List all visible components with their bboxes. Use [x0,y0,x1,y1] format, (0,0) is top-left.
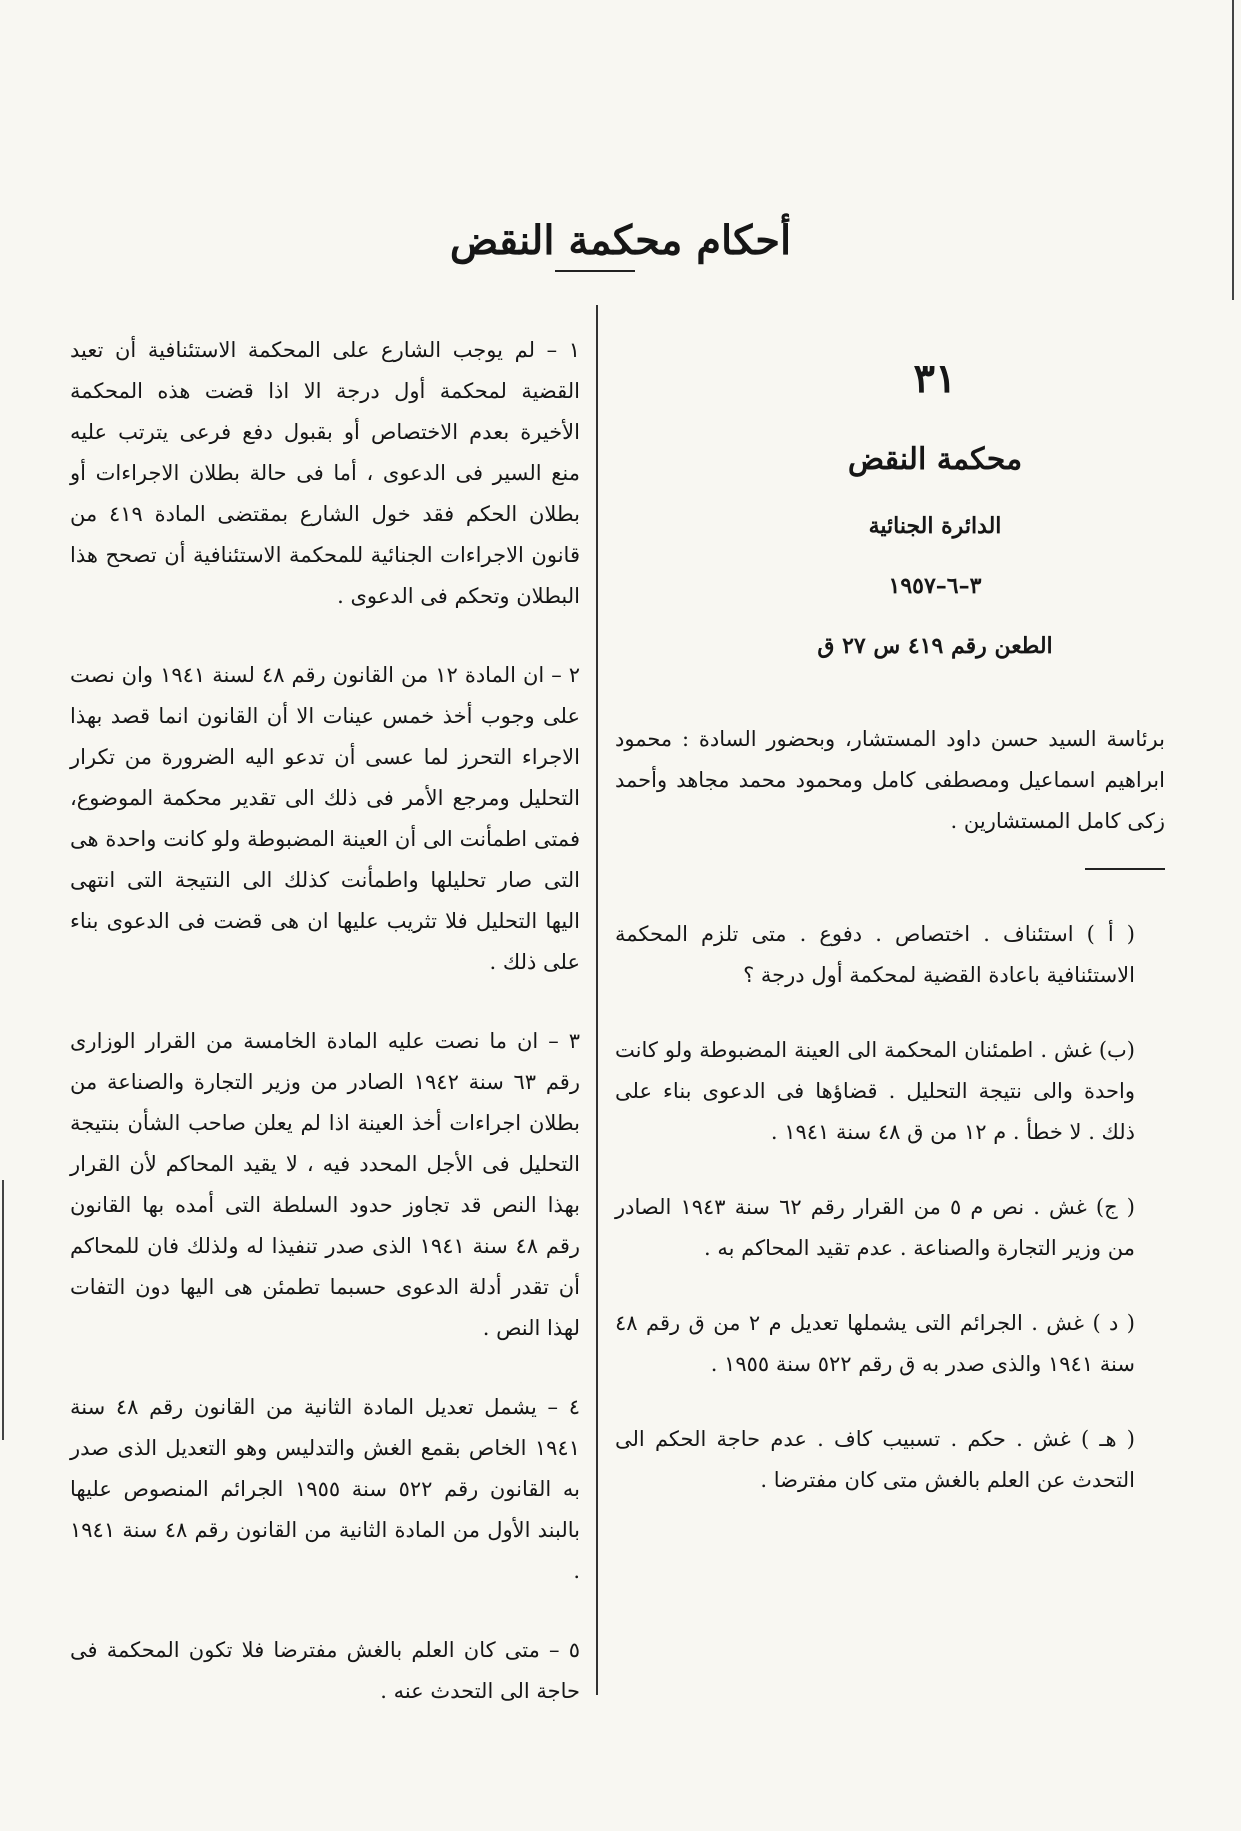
scan-edge-mark [1232,0,1234,300]
circuit-name: الدائرة الجنائية [868,513,1002,539]
column-divider [596,305,598,1695]
legal-principle: ٣ – ان ما نصت عليه المادة الخامسة من القرار الوزارى رقم ٦٣ سنة ١٩٤٢ الصادر من وزير التجارة والصناعة من بطلان اجراءات أخذ العينة اذا لم يعلن صاحب الشأن بنتيجة التحليل فى الأجل المحدد فيه ، لا يقيد المحاكم لأن القرار بهذا النص قد تجاوز حدود السلطة التى أمده بها القانون رقم ٤٨ سنة ١٩٤١ الذى صدر تنفيذا له ولذلك فان للمحاكم أن تقدر أدلة الدعوى حسبما تطمئن هى اليها دون التفات لهذا النص . [70,1029,580,1340]
decision-date: ٣–٦–١٩٥٧ [888,573,982,599]
page-title: أحكام محكمة النقض [449,216,792,264]
appeal-number: الطعن رقم ٤١٩ س ٢٧ ق [817,633,1053,659]
legal-principle: ٢ – ان المادة ١٢ من القانون رقم ٤٨ لسنة ١٩٤١ وان نصت على وجوب أخذ خمس عينات الا أن القانون انما قصد بهذا الاجراء التحرز لما عسى أن تدعو اليه الضرورة من تكرار التحليل ومرجع الأمر فى ذلك الى تقدير محكمة الموضوع، فمتى اطمأنت الى أن العينة المضبوطة ولو كانت واحدة هى التى صار تحليلها واطمأنت كذلك الى النتيجة التى انتهى اليها التحليل فلا تثريب عليها ان هى قضت فى الدعوى بناء على ذلك . [70,663,580,974]
scan-edge-mark [2,1180,4,1440]
headnote: ( أ ) استئناف . اختصاص . دفوع . متى تلزم المحكمة الاستئنافية باعادة القضية لمحكمة أول درجة ؟ [615,922,1135,987]
decision-number: ٣١ [913,355,957,402]
title-rule [555,270,635,272]
headnote: ( د ) غش . الجرائم التى يشملها تعديل م ٢ من ق رقم ٤٨ سنة ١٩٤١ والذى صدر به ق رقم ٥٢٢ سنة ١٩٥٥ . [615,1311,1135,1376]
headnotes-list [615,914,1165,1501]
headnote: ( هـ ) غش . حكم . تسبيب كاف . عدم حاجة الحكم الى التحدث عن العلم بالغش متى كان مفترضا . [615,1427,1135,1492]
case-column [615,345,1165,1535]
panel-rule [1085,868,1165,870]
headnote: (ب) غش . اطمئنان المحكمة الى العينة المضبوطة ولو كانت واحدة والى نتيجة التحليل . قضاؤها فى الدعوى بناء على ذلك . لا خطأ . م ١٢ من ق ٤٨ سنة ١٩٤١ . [615,1038,1135,1144]
legal-principle: ٤ – يشمل تعديل المادة الثانية من القانون رقم ٤٨ سنة ١٩٤١ الخاص بقمع الغش والتدليس وهو التعديل الذى صدر به القانون رقم ٥٢٢ سنة ١٩٥٥ الجرائم المنصوص عليها بالبند الأول من المادة الثانية من القانون رقم ٤٨ سنة ١٩٤١ . [70,1395,581,1583]
legal-principle: ٥ – متى كان العلم بالغش مفترضا فلا تكون المحكمة فى حاجة الى التحدث عنه . [70,1638,580,1703]
principles-column [70,330,580,1750]
legal-principle: ١ – لم يوجب الشارع على المحكمة الاستئنافية أن تعيد القضية لمحكمة أول درجة الا اذا قضت هذه المحكمة الأخيرة بعدم الاختصاص أو بقبول دفع فرعى يترتب عليه منع السير فى الدعوى ، أما فى حالة بطلان الاجراءات أو بطلان الحكم فقد خول الشارع بمقتضى المادة ٤١٩ من قانون الاجراءات الجنائية للمحكمة الاستئنافية أن تصحح هذا البطلان وتحكم فى الدعوى . [70,338,580,608]
judges-panel: برئاسة السيد حسن داود المستشار، وبحضور السادة : محمود ابراهيم اسماعيل ومصطفى كامل ومحمود محمد مجاهد وأحمد زكى كامل المستشارين . [615,727,1165,833]
court-name: محكمة النقض [847,442,1023,477]
headnote: ( ج) غش . نص م ٥ من القرار رقم ٦٢ سنة ١٩٤٣ الصادر من وزير التجارة والصناعة . عدم تقيد المحاكم به . [615,1195,1135,1260]
